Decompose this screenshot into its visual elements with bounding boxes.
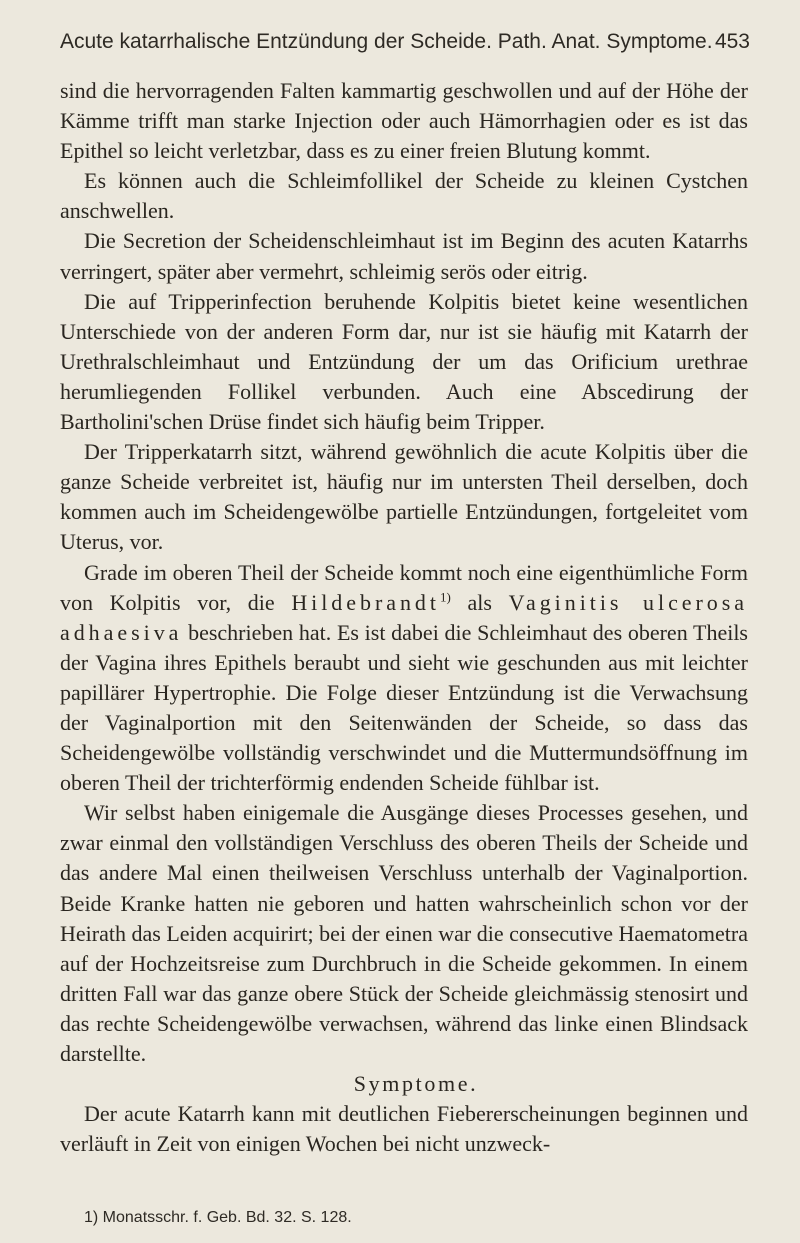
paragraph-7: Wir selbst haben einigemale die Ausgänge dieses Processes gesehen, und zwar einmal den vollständigen Verschluss des oberen Theils der Scheide und das andere Mal einen theilweisen Verschluss unterhalb der Vaginalportion. Beide Kranke hatten nie geboren und hatten wahrscheinlich schon vor der Heirath das Leiden acquirirt; bei der einen war die consecutive Haematometra auf der Hochzeitsreise zum Durchbruch in die Scheide gekommen. In einem dritten Fall war das ganze obere Stück der Scheide gleichmässig stenosirt und das rechte Scheidengewölbe verwachsen, während das linke einen Blindsack darstellte.: [60, 800, 748, 1066]
paragraph-3: Die Secretion der Scheidenschleimhaut ist im Beginn des acuten Katarrhs verringert, später aber vermehrt, schleimig serös oder eitrig.: [60, 228, 748, 284]
paragraph-6-part-b: als: [467, 589, 492, 615]
paragraph-6-part-a: Grade im oberen Theil der Scheide kommt noch eine eigenthümliche Form von Kolpitis vor, die: [60, 559, 748, 615]
footnote-ref: 1): [439, 589, 451, 605]
paragraph-6: [60, 558, 748, 799]
main-text: [60, 76, 748, 1159]
paragraph-6-part-c: beschrieben hat. Es ist dabei die Schleimhaut des oberen Theils der Vagina ihres Epithels beraubt und sieht wie geschunden aus mit leichter papillärer Hypertrophie. Die Folge dieser Entzündung ist die Verwachsung der Vaginalportion mit den Seitenwänden der Scheide, so dass das Scheidengewölbe vollständig verschwindet und die Muttermundsöffnung im oberen Theil der trichterförmig endenden Scheide fühlbar ist.: [60, 619, 748, 796]
section-heading: Symptome.: [353, 1071, 479, 1097]
running-title: Acute katarrhalische Entzündung der Scheide. Path. Anat. Symptome.: [60, 30, 713, 53]
paragraph-4: Die auf Tripperinfection beruhende Kolpitis bietet keine wesentlichen Unterschiede von der anderen Form dar, nur ist sie häufig mit Katarrh der Urethralschleimhaut und Entzündung der um das Orificium urethrae herumliegenden Follikel verbunden. Auch eine Abscedirung der Bartholini'schen Drüse findet sich häufig beim Tripper.: [60, 288, 748, 435]
paragraph-8: Der acute Katarrh kann mit deutlichen Fiebererscheinungen beginnen und verläuft in Zeit von einigen Wochen bei nicht unzweck-: [60, 1101, 748, 1157]
paragraph-5: Der Tripperkatarrh sitzt, während gewöhnlich die acute Kolpitis über die ganze Scheide verbreitet ist, häufig nur im untersten Theil derselben, doch kommen auch im Scheidengewölbe partielle Entzündungen, fortgeleitet vom Uterus, vor.: [60, 439, 748, 555]
page-number: 453: [714, 30, 750, 53]
disease-term: Vaginitis ulcerosa adhaesiva: [60, 589, 749, 645]
paragraph-1: sind die hervorragenden Falten kammartig geschwollen und auf der Höhe der Kämme trifft man starke Injection oder auch Hämorrhagien oder es ist das Epithel so leicht verletzbar, dass es zu einer freien Blutung kommt.: [60, 78, 748, 164]
paragraph-2: Es können auch die Schleimfollikel der Scheide zu kleinen Cystchen anschwellen.: [60, 168, 748, 224]
running-header: [60, 30, 750, 54]
footnote: 1) Monatsschr. f. Geb. Bd. 32. S. 128.: [84, 1209, 352, 1226]
author-name: Hildebrandt: [291, 589, 440, 615]
